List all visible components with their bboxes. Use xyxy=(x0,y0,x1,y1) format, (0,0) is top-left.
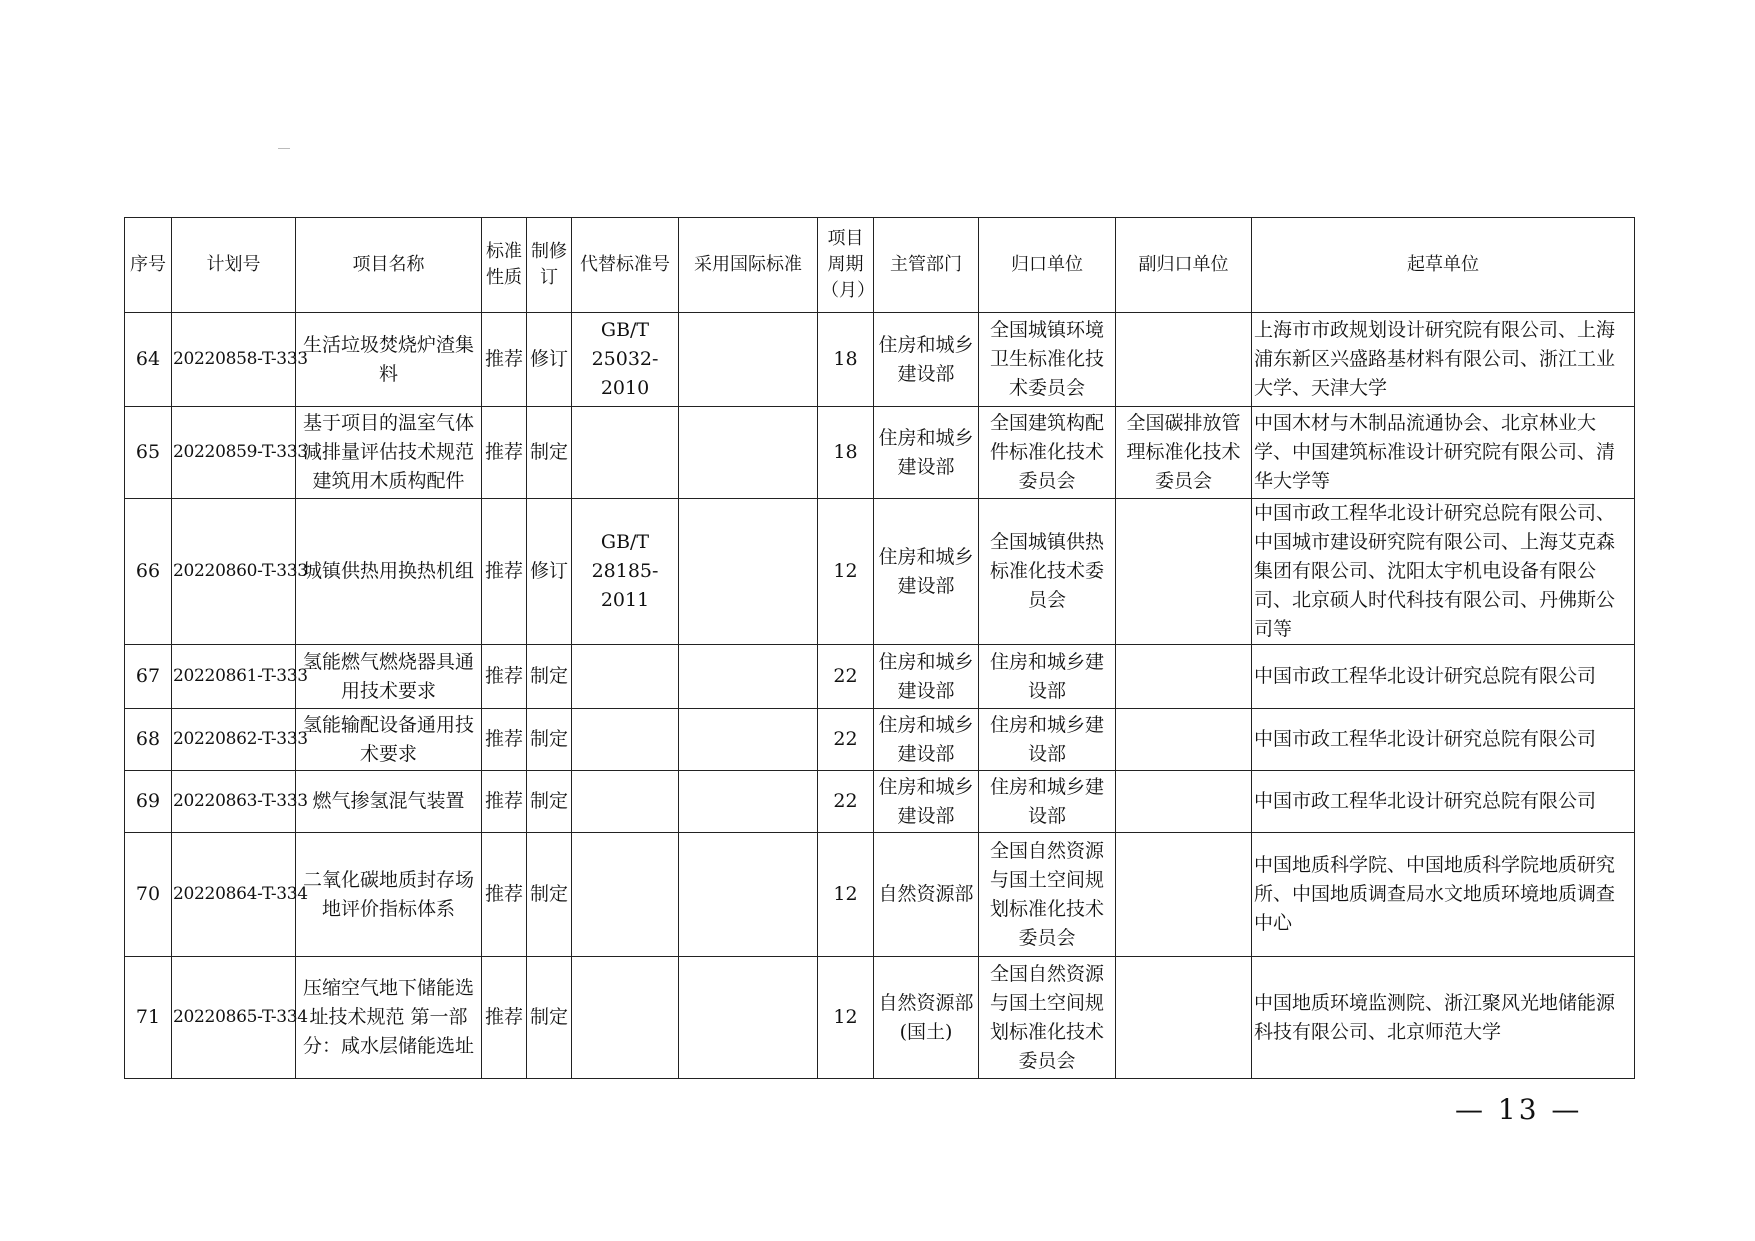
cell-drafter: 中国市政工程华北设计研究总院有限公司 xyxy=(1252,645,1635,709)
header-sub-tc: 副归口单位 xyxy=(1116,218,1252,313)
cell-seq: 71 xyxy=(125,957,172,1079)
cell-revision: 制定 xyxy=(527,771,572,833)
cell-replaced-std: GB/T 25032-2010 xyxy=(572,313,679,407)
cell-cycle: 22 xyxy=(818,645,874,709)
cell-authority: 住房和城乡建设部 xyxy=(874,771,979,833)
cell-intl-std xyxy=(679,771,818,833)
cell-plan-no: 20220859-T-333 xyxy=(172,407,296,499)
cell-drafter: 中国地质环境监测院、浙江聚风光地储能源科技有限公司、北京师范大学 xyxy=(1252,957,1635,1079)
cell-nature: 推荐 xyxy=(482,709,527,771)
table-header-row xyxy=(125,218,1635,313)
cell-intl-std xyxy=(679,645,818,709)
cell-drafter: 中国市政工程华北设计研究总院有限公司 xyxy=(1252,771,1635,833)
cell-drafter: 中国木材与木制品流通协会、北京林业大学、中国建筑标准设计研究院有限公司、清华大学等 xyxy=(1252,407,1635,499)
cell-plan-no: 20220865-T-334 xyxy=(172,957,296,1079)
cell-revision: 制定 xyxy=(527,407,572,499)
cell-seq: 64 xyxy=(125,313,172,407)
cell-sub-tc xyxy=(1116,709,1252,771)
cell-authority: 自然资源部 xyxy=(874,833,979,957)
scan-mark xyxy=(278,148,290,149)
header-plan-no: 计划号 xyxy=(172,218,296,313)
cell-revision: 制定 xyxy=(527,645,572,709)
cell-sub-tc xyxy=(1116,645,1252,709)
cell-nature: 推荐 xyxy=(482,499,527,645)
table-row xyxy=(125,771,1635,833)
cell-tc: 住房和城乡建设部 xyxy=(979,645,1116,709)
header-project-name: 项目名称 xyxy=(296,218,482,313)
table-row xyxy=(125,957,1635,1079)
cell-revision: 制定 xyxy=(527,957,572,1079)
cell-intl-std xyxy=(679,833,818,957)
cell-replaced-std xyxy=(572,957,679,1079)
cell-tc: 住房和城乡建设部 xyxy=(979,709,1116,771)
cell-plan-no: 20220864-T-334 xyxy=(172,833,296,957)
cell-nature: 推荐 xyxy=(482,957,527,1079)
cell-authority: 住房和城乡建设部 xyxy=(874,709,979,771)
cell-cycle: 18 xyxy=(818,313,874,407)
header-revision-type: 制修订 xyxy=(527,218,572,313)
cell-replaced-std xyxy=(572,771,679,833)
cell-project-name: 氢能燃气燃烧器具通用技术要求 xyxy=(296,645,482,709)
cell-revision: 修订 xyxy=(527,313,572,407)
cell-drafter: 中国市政工程华北设计研究总院有限公司、中国城市建设研究院有限公司、上海艾克森集团有限公司、沈阳太宇机电设备有限公司、北京硕人时代科技有限公司、丹佛斯公司等 xyxy=(1252,499,1635,645)
cell-tc: 全国自然资源与国土空间规划标准化技术委员会 xyxy=(979,957,1116,1079)
cell-cycle: 12 xyxy=(818,833,874,957)
cell-sub-tc xyxy=(1116,833,1252,957)
cell-cycle: 22 xyxy=(818,709,874,771)
cell-sub-tc xyxy=(1116,771,1252,833)
header-intl-std: 采用国际标准 xyxy=(679,218,818,313)
table-row xyxy=(125,499,1635,645)
cell-authority: 住房和城乡建设部 xyxy=(874,313,979,407)
cell-sub-tc xyxy=(1116,499,1252,645)
cell-seq: 67 xyxy=(125,645,172,709)
cell-project-name: 燃气掺氢混气装置 xyxy=(296,771,482,833)
cell-project-name: 生活垃圾焚烧炉渣集料 xyxy=(296,313,482,407)
cell-replaced-std xyxy=(572,645,679,709)
cell-plan-no: 20220858-T-333 xyxy=(172,313,296,407)
header-seq: 序号 xyxy=(125,218,172,313)
cell-sub-tc xyxy=(1116,957,1252,1079)
cell-plan-no: 20220861-T-333 xyxy=(172,645,296,709)
cell-sub-tc xyxy=(1116,313,1252,407)
header-replaced-std: 代替标准号 xyxy=(572,218,679,313)
cell-drafter: 上海市市政规划设计研究院有限公司、上海浦东新区兴盛路基材料有限公司、浙江工业大学、天津大学 xyxy=(1252,313,1635,407)
cell-project-name: 基于项目的温室气体减排量评估技术规范 建筑用木质构配件 xyxy=(296,407,482,499)
cell-revision: 修订 xyxy=(527,499,572,645)
page-number: — 13 — xyxy=(1455,1093,1583,1126)
cell-cycle: 18 xyxy=(818,407,874,499)
cell-intl-std xyxy=(679,313,818,407)
cell-cycle: 12 xyxy=(818,957,874,1079)
cell-tc: 住房和城乡建设部 xyxy=(979,771,1116,833)
cell-nature: 推荐 xyxy=(482,313,527,407)
cell-revision: 制定 xyxy=(527,709,572,771)
cell-replaced-std xyxy=(572,407,679,499)
cell-tc: 全国建筑构配件标准化技术委员会 xyxy=(979,407,1116,499)
header-tc: 归口单位 xyxy=(979,218,1116,313)
cell-drafter: 中国地质科学院、中国地质科学院地质研究所、中国地质调查局水文地质环境地质调查中心 xyxy=(1252,833,1635,957)
cell-tc: 全国自然资源与国土空间规划标准化技术委员会 xyxy=(979,833,1116,957)
header-std-nature: 标准性质 xyxy=(482,218,527,313)
cell-cycle: 12 xyxy=(818,499,874,645)
cell-project-name: 二氧化碳地质封存场地评价指标体系 xyxy=(296,833,482,957)
cell-replaced-std xyxy=(572,709,679,771)
table-row xyxy=(125,645,1635,709)
header-authority: 主管部门 xyxy=(874,218,979,313)
cell-intl-std xyxy=(679,709,818,771)
cell-tc: 全国城镇供热标准化技术委员会 xyxy=(979,499,1116,645)
cell-intl-std xyxy=(679,407,818,499)
table-row xyxy=(125,709,1635,771)
cell-intl-std xyxy=(679,499,818,645)
cell-authority: 住房和城乡建设部 xyxy=(874,645,979,709)
cell-nature: 推荐 xyxy=(482,833,527,957)
table-row xyxy=(125,407,1635,499)
cell-project-name: 氢能输配设备通用技术要求 xyxy=(296,709,482,771)
cell-nature: 推荐 xyxy=(482,771,527,833)
cell-authority: 住房和城乡建设部 xyxy=(874,407,979,499)
cell-authority: 自然资源部(国土) xyxy=(874,957,979,1079)
cell-seq: 69 xyxy=(125,771,172,833)
cell-project-name: 压缩空气地下储能选址技术规范 第一部分：咸水层储能选址 xyxy=(296,957,482,1079)
cell-seq: 66 xyxy=(125,499,172,645)
cell-seq: 68 xyxy=(125,709,172,771)
cell-intl-std xyxy=(679,957,818,1079)
cell-authority: 住房和城乡建设部 xyxy=(874,499,979,645)
cell-nature: 推荐 xyxy=(482,645,527,709)
cell-plan-no: 20220863-T-333 xyxy=(172,771,296,833)
cell-project-name: 城镇供热用换热机组 xyxy=(296,499,482,645)
cell-cycle: 22 xyxy=(818,771,874,833)
cell-tc: 全国城镇环境卫生标准化技术委员会 xyxy=(979,313,1116,407)
cell-drafter: 中国市政工程华北设计研究总院有限公司 xyxy=(1252,709,1635,771)
header-drafter: 起草单位 xyxy=(1252,218,1635,313)
cell-nature: 推荐 xyxy=(482,407,527,499)
cell-replaced-std xyxy=(572,833,679,957)
standards-plan-table xyxy=(124,217,1635,1079)
table-row xyxy=(125,313,1635,407)
cell-plan-no: 20220860-T-333 xyxy=(172,499,296,645)
cell-replaced-std: GB/T 28185-2011 xyxy=(572,499,679,645)
table-row xyxy=(125,833,1635,957)
cell-plan-no: 20220862-T-333 xyxy=(172,709,296,771)
cell-sub-tc: 全国碳排放管理标准化技术委员会 xyxy=(1116,407,1252,499)
cell-seq: 70 xyxy=(125,833,172,957)
cell-seq: 65 xyxy=(125,407,172,499)
header-cycle: 项目周期（月） xyxy=(818,218,874,313)
cell-revision: 制定 xyxy=(527,833,572,957)
